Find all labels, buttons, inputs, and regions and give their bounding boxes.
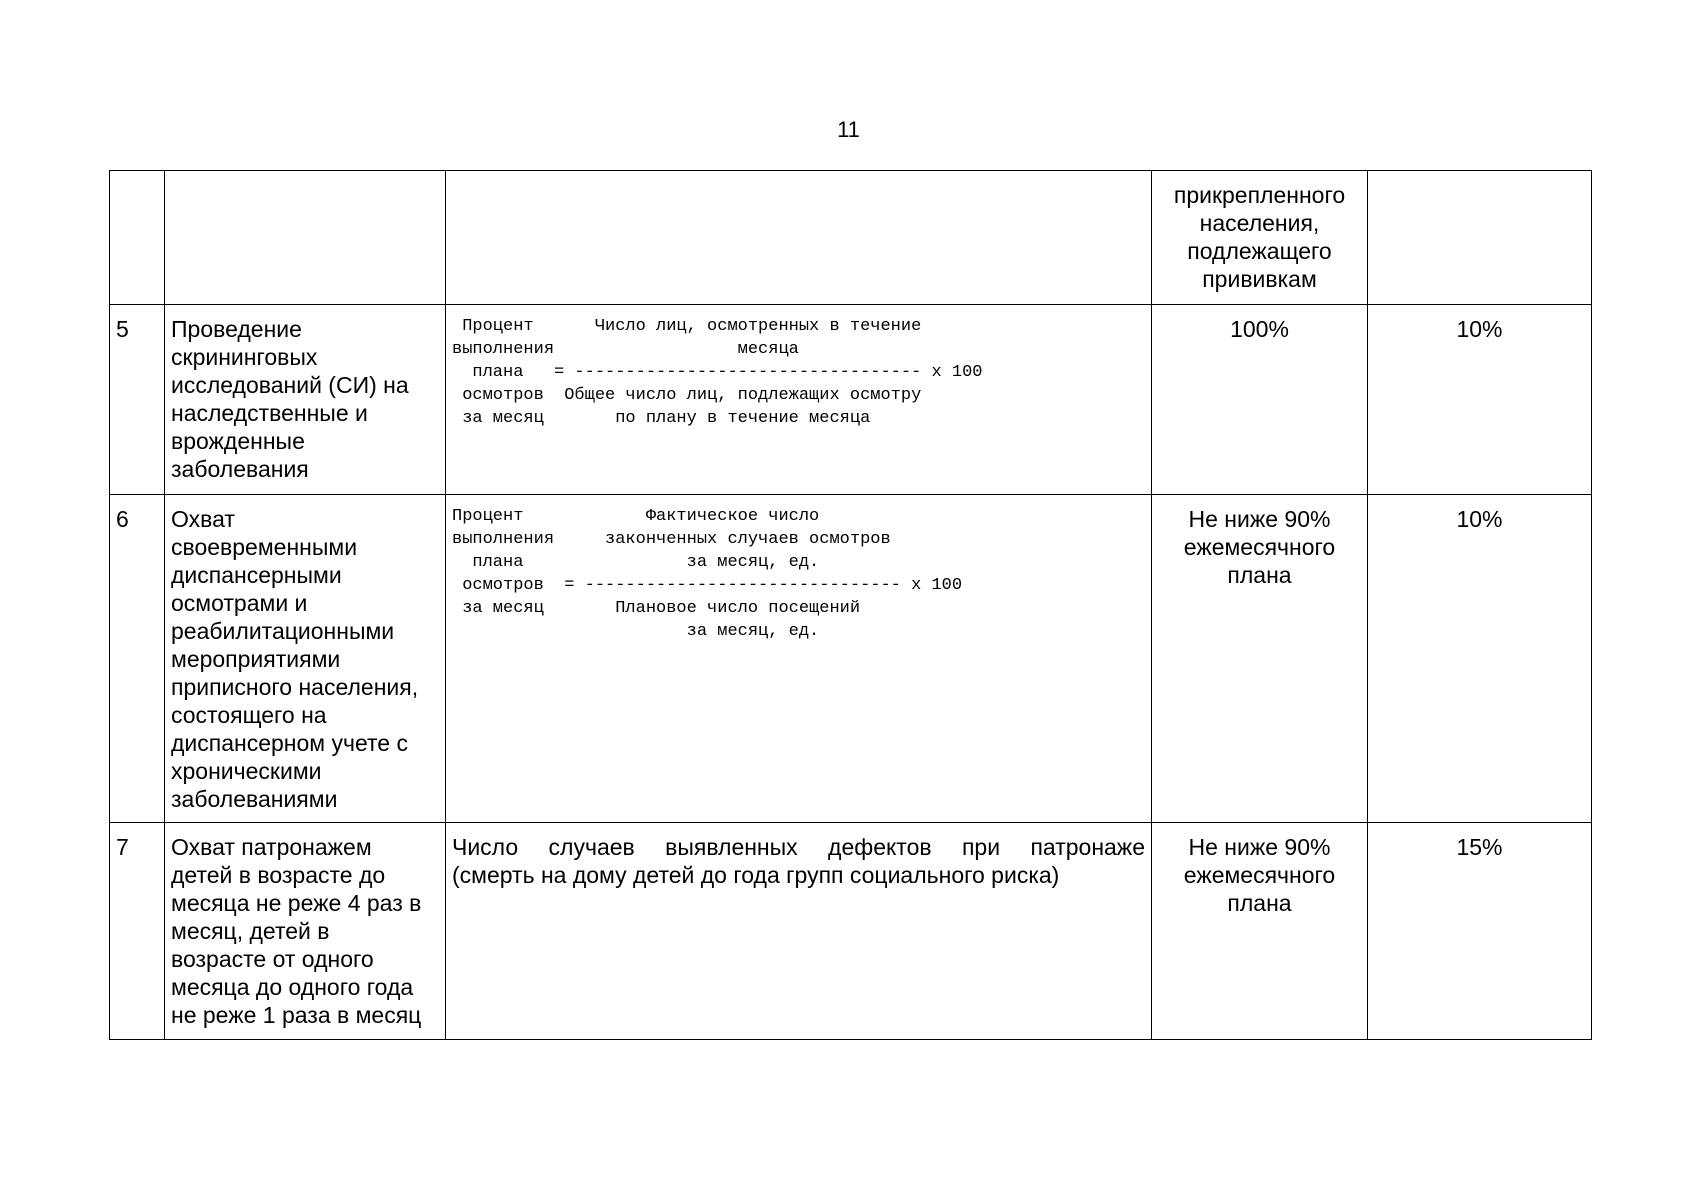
weight-cell: 10%	[1368, 495, 1592, 823]
indicator-name-cell: Охват своевременными диспансерными осмотрами и реабилитационными мероприятиями приписного населения, состоящего на диспансерном учете с хроническими заболеваниями	[165, 495, 446, 823]
weight-cell: 15%	[1368, 823, 1592, 1040]
formula-cell	[446, 305, 1152, 495]
target-value-cell: 100%	[1152, 305, 1368, 495]
indicator-name-cell: Охват патронажем детей в возрасте до месяца не реже 4 раз в месяц, детей в возрасте от одного месяца до одного года не реже 1 раза в месяц	[165, 823, 446, 1040]
indicator-name-cell	[165, 171, 446, 305]
weight-cell: 10%	[1368, 305, 1592, 495]
target-value-cell: Не ниже 90% ежемесячного плана	[1152, 495, 1368, 823]
formula-cell	[446, 823, 1152, 1040]
indicators-table	[109, 170, 1592, 1040]
table-row	[110, 171, 1592, 305]
formula-text: Процент Число лиц, осмотренных в течение выполнения месяца плана = ---------------------------------- x 100 осмотров Общее число лиц, подлежащих осмотру за месяц по плану в течение месяца	[452, 317, 983, 428]
target-value-cell: Не ниже 90% ежемесячного плана	[1152, 823, 1368, 1040]
formula-text-line-2: (смерть на дому детей до года групп социального риска)	[452, 862, 1060, 888]
weight-cell	[1368, 171, 1592, 305]
page-number: 11	[837, 117, 860, 142]
row-number-cell: 5	[110, 305, 165, 495]
row-number-cell	[110, 171, 165, 305]
target-value-cell: прикрепленного населения, подлежащего прививкам	[1152, 171, 1368, 305]
table-row	[110, 823, 1592, 1040]
formula-text: Процент Фактическое число выполнения законченных случаев осмотров плана за месяц, ед. осмотров = ------------------------------- x 100 за месяц Плановое число посещений за месяц, ед.	[452, 507, 963, 641]
row-number-cell: 7	[110, 823, 165, 1040]
row-number-cell: 6	[110, 495, 165, 823]
formula-cell	[446, 495, 1152, 823]
table-row	[110, 495, 1592, 823]
indicator-name-cell: Проведение скрининговых исследований (СИ) на наследственные и врожденные заболевания	[165, 305, 446, 495]
formula-cell	[446, 171, 1152, 305]
formula-text-line-1: Число случаев выявленных дефектов при патронаже	[452, 834, 1145, 860]
table-row	[110, 305, 1592, 495]
